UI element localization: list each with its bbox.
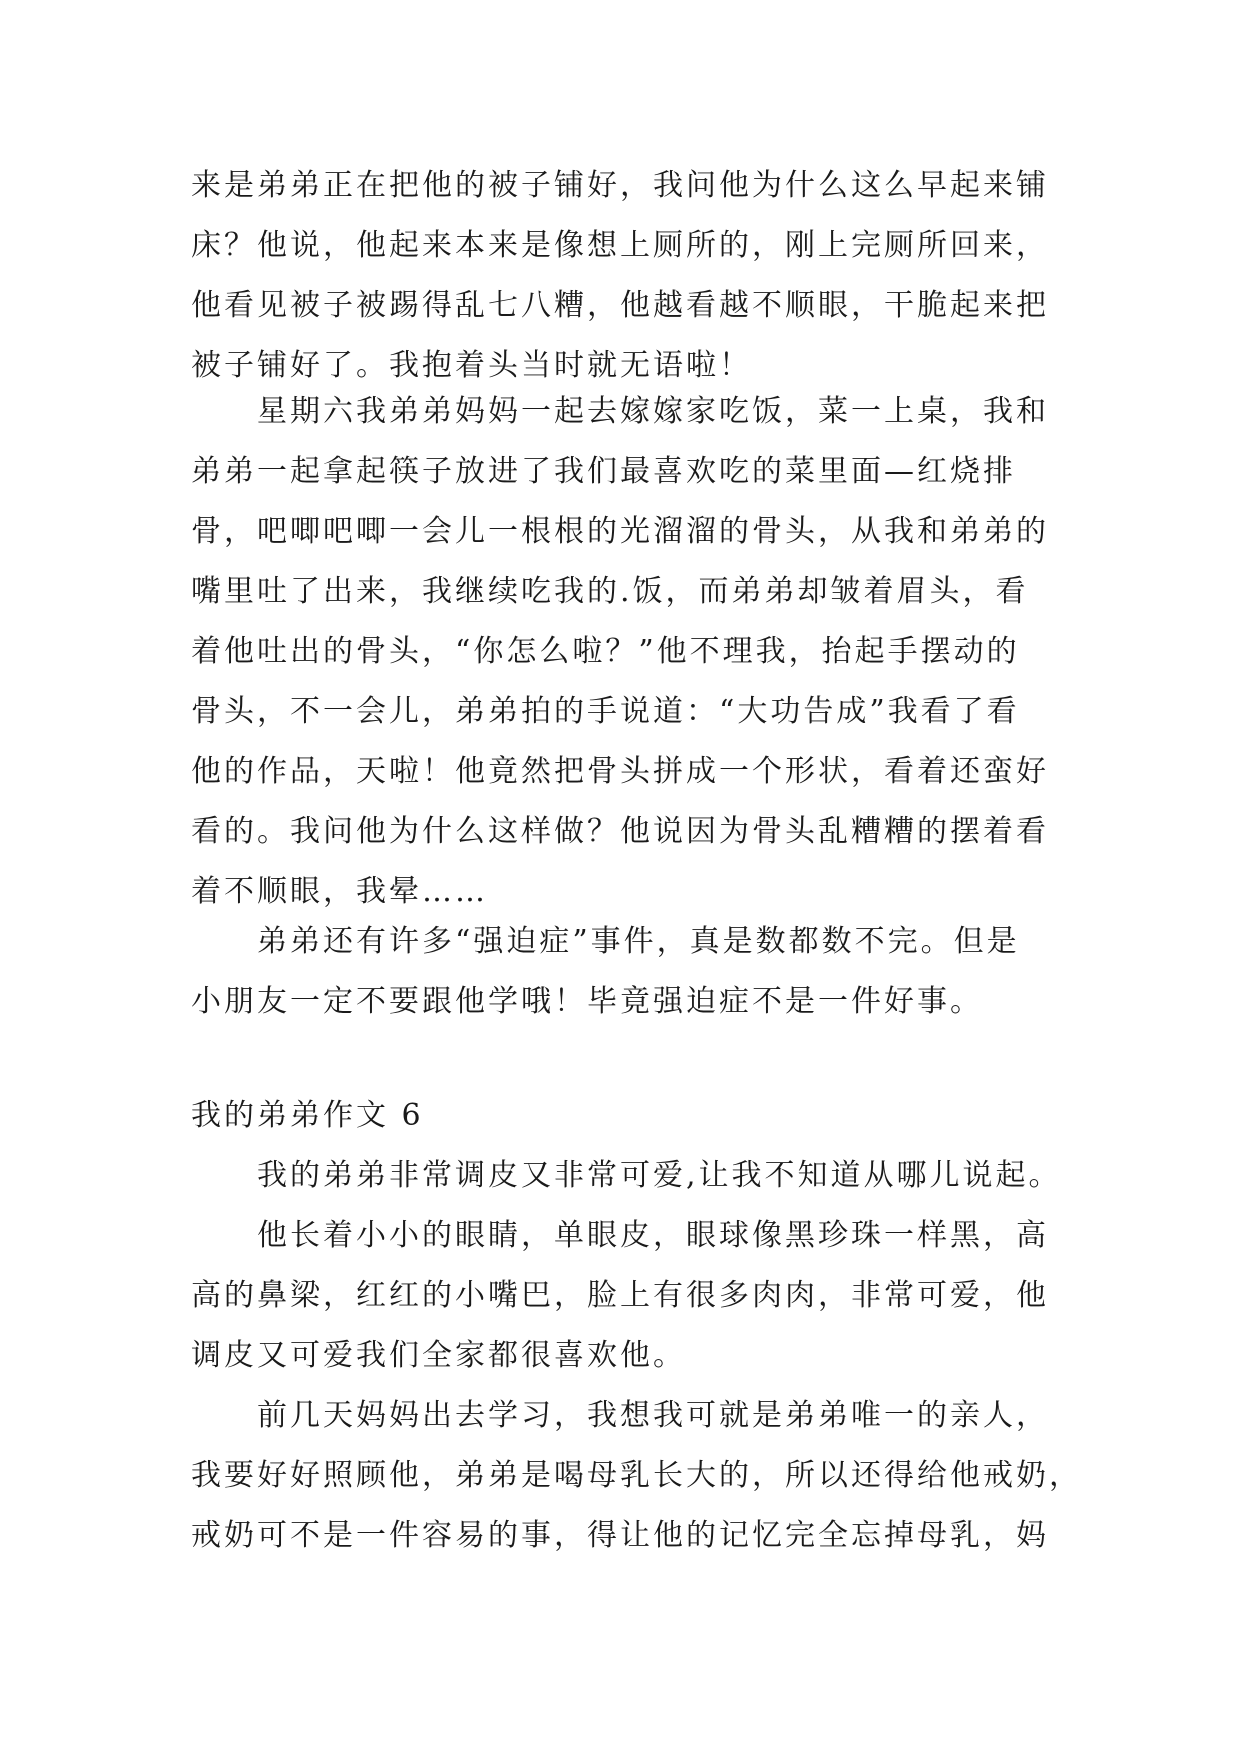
text-line: 弟弟还有许多“强迫症”事件，真是数都数不完。但是	[257, 924, 1020, 959]
text-line: 嘴里吐了出来，我继续吃我的.饭，而弟弟却皱着眉头，看	[191, 574, 1029, 609]
text-line: 我的弟弟非常调皮又非常可爱,让我不知道从哪儿说起。	[257, 1158, 1062, 1193]
text-line: 着不顺眼，我晕……	[191, 874, 488, 909]
text-line: 骨，吧唧吧唧一会儿一根根的光溜溜的骨头，从我和弟弟的	[191, 514, 1049, 549]
text-line: 骨头，不一会儿，弟弟拍的手说道：“大功告成”我看了看	[191, 694, 1020, 729]
text-line: 床？他说，他起来本来是像想上厕所的，刚上完厕所回来，	[191, 228, 1049, 263]
paragraph-6	[191, 1386, 1082, 1566]
text-line: 着他吐出的骨头，“你怎么啦？”他不理我，抬起手摆动的	[191, 634, 1020, 669]
text-line: 他看见被子被踢得乱七八糟，他越看越不顺眼，干脆起来把	[191, 288, 1049, 323]
text-line: 弟弟一起拿起筷子放进了我们最喜欢吃的菜里面—红烧排	[191, 454, 1016, 489]
text-line: 来是弟弟正在把他的被子铺好，我问他为什么这么早起来铺	[191, 168, 1049, 203]
text-line: 他长着小小的眼睛，单眼皮，眼球像黑珍珠一样黑，高	[257, 1218, 1049, 1253]
text-line: 他的作品，天啦！他竟然把骨头拼成一个形状，看着还蛮好	[191, 754, 1049, 789]
paragraph-5	[191, 1206, 1051, 1386]
text-line: 星期六我弟弟妈妈一起去嫁嫁家吃饭，菜一上桌，我和	[257, 394, 1049, 429]
text-line: 我要好好照顾他，弟弟是喝母乳长大的，所以还得给他戒奶，	[191, 1458, 1082, 1493]
paragraph-3	[191, 912, 1051, 1032]
paragraph-1	[191, 156, 1051, 396]
text-line: 前几天妈妈出去学习，我想我可就是弟弟唯一的亲人，	[257, 1398, 1049, 1433]
text-line: 调皮又可爱我们全家都很喜欢他。	[191, 1338, 686, 1373]
text-line: 戒奶可不是一件容易的事，得让他的记忆完全忘掉母乳，妈	[191, 1518, 1049, 1553]
paragraph-2	[191, 382, 1051, 922]
section-heading: 我的弟弟作文 6	[191, 1098, 424, 1133]
text-line: 小朋友一定不要跟他学哦！毕竟强迫症不是一件好事。	[191, 984, 983, 1019]
text-line: 高的鼻梁，红红的小嘴巴，脸上有很多肉肉，非常可爱，他	[191, 1278, 1049, 1313]
text-line: 被子铺好了。我抱着头当时就无语啦！	[191, 348, 752, 383]
text-line: 看的。我问他为什么这样做？他说因为骨头乱糟糟的摆着看	[191, 814, 1049, 849]
paragraph-4	[191, 1146, 1062, 1206]
